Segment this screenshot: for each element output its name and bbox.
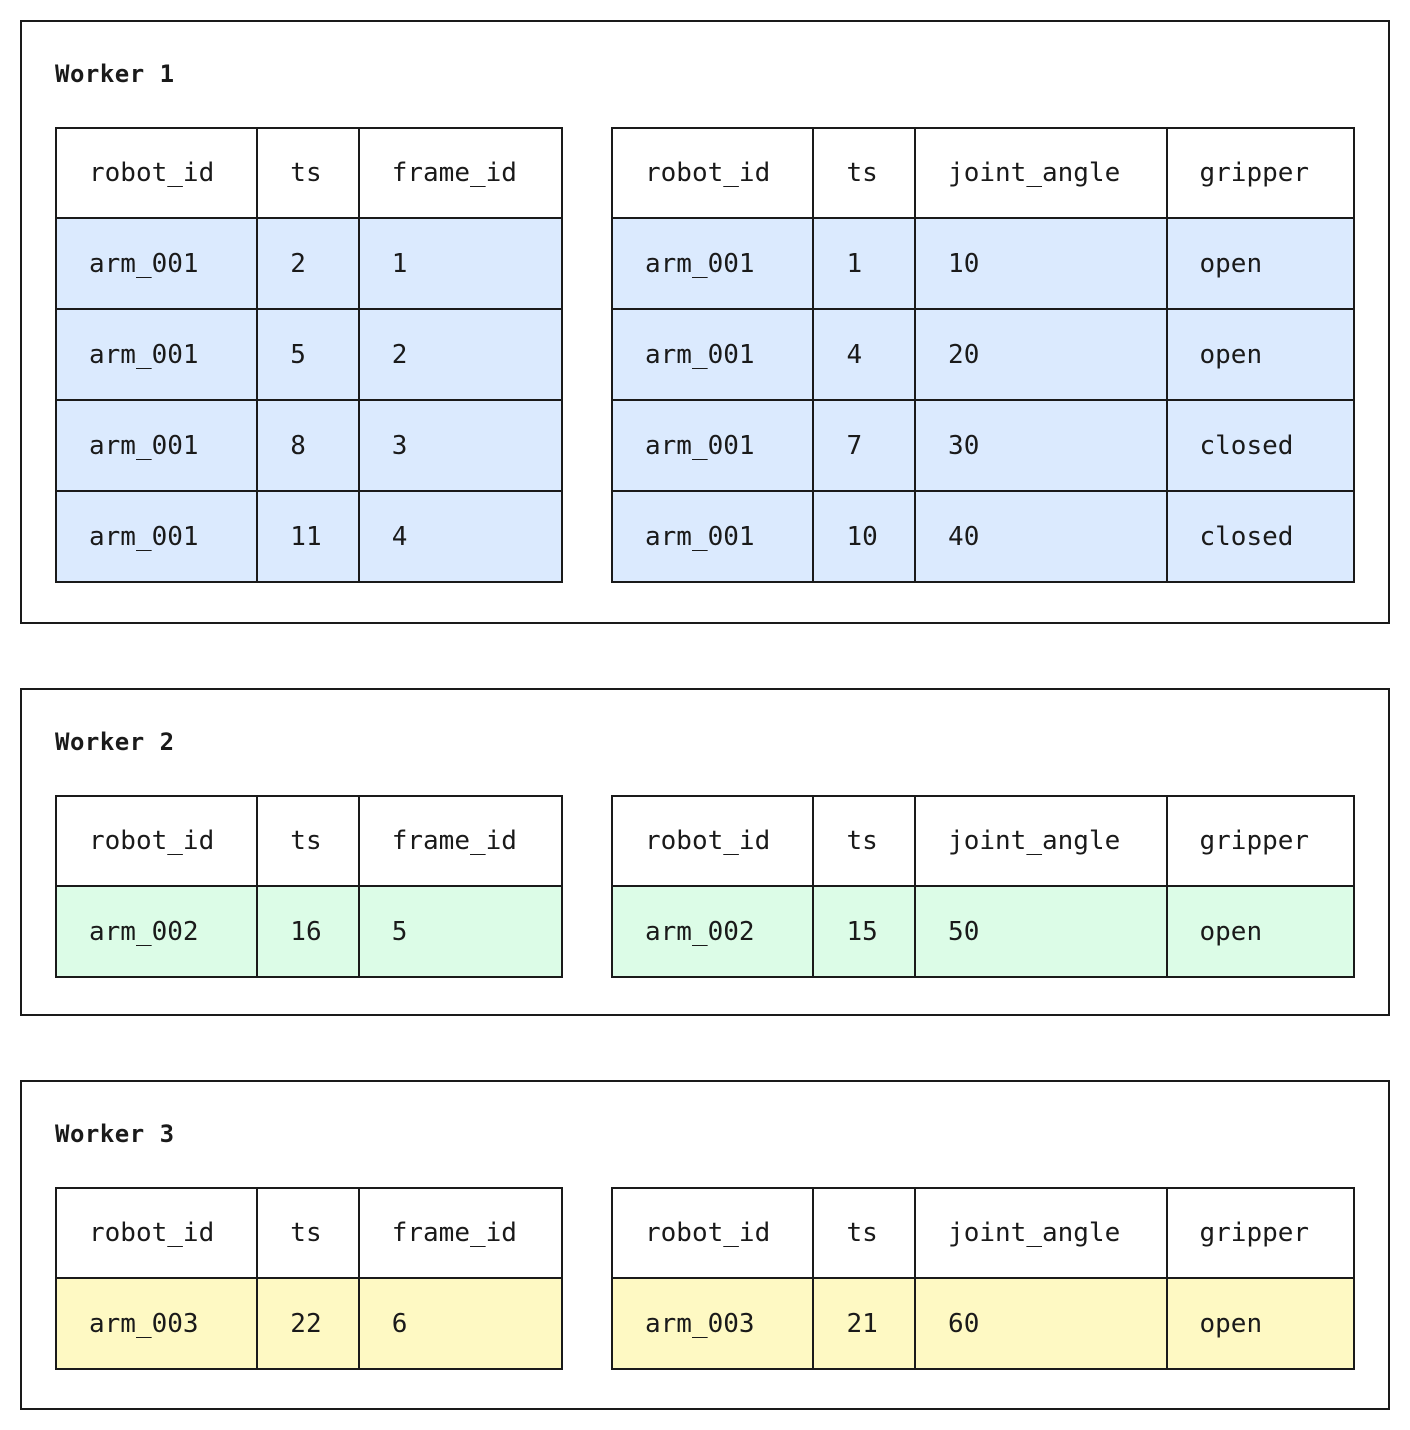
table-header-row <box>612 128 1354 218</box>
table-cell: arm_001 <box>56 491 257 582</box>
column-header: robot_id <box>612 1188 813 1278</box>
table-cell: 7 <box>813 400 915 491</box>
table-row <box>612 400 1354 491</box>
table-cell: 5 <box>257 309 358 400</box>
table-row <box>56 309 562 400</box>
worker-1-joints-table <box>611 127 1355 583</box>
column-header: ts <box>813 796 915 886</box>
table-cell: 1 <box>359 218 562 309</box>
column-header: joint_angle <box>915 796 1166 886</box>
table-cell: 15 <box>813 886 915 977</box>
column-header: robot_id <box>612 128 813 218</box>
worker-3-joints-table <box>611 1187 1355 1370</box>
table-cell: 11 <box>257 491 358 582</box>
column-header: frame_id <box>359 1188 562 1278</box>
table-cell: open <box>1167 309 1355 400</box>
table-cell: 8 <box>257 400 358 491</box>
column-header: gripper <box>1167 1188 1355 1278</box>
column-header: ts <box>257 1188 358 1278</box>
table-row <box>56 886 562 977</box>
worker-2-joints-table <box>611 795 1355 978</box>
table-cell: closed <box>1167 491 1355 582</box>
table-header-row <box>56 796 562 886</box>
table-cell: open <box>1167 886 1355 977</box>
table-cell: arm_001 <box>612 400 813 491</box>
column-header: frame_id <box>359 128 562 218</box>
table-cell: arm_002 <box>56 886 257 977</box>
column-header: robot_id <box>56 128 257 218</box>
worker-3-panel <box>20 1080 1390 1410</box>
worker-2-title: Worker 2 <box>55 728 175 756</box>
column-header: ts <box>813 1188 915 1278</box>
table-cell: open <box>1167 1278 1355 1369</box>
table-cell: arm_001 <box>56 218 257 309</box>
table-row <box>612 218 1354 309</box>
table-cell: arm_003 <box>612 1278 813 1369</box>
column-header: joint_angle <box>915 1188 1166 1278</box>
table-header-row <box>612 796 1354 886</box>
worker-1-frames-table <box>55 127 563 583</box>
column-header: ts <box>257 128 358 218</box>
table-cell: arm_001 <box>612 491 813 582</box>
table-row <box>56 218 562 309</box>
worker-2-panel <box>20 688 1390 1016</box>
table-header-row <box>56 128 562 218</box>
worker-1-panel <box>20 20 1390 624</box>
table-cell: 30 <box>915 400 1166 491</box>
table-row <box>56 400 562 491</box>
column-header: robot_id <box>56 1188 257 1278</box>
table-cell: arm_003 <box>56 1278 257 1369</box>
table-cell: 2 <box>257 218 358 309</box>
table-row <box>56 491 562 582</box>
table-cell: 21 <box>813 1278 915 1369</box>
table-cell: 2 <box>359 309 562 400</box>
table-cell: arm_002 <box>612 886 813 977</box>
table-cell: arm_001 <box>612 218 813 309</box>
worker-2-frames-table <box>55 795 563 978</box>
column-header: joint_angle <box>915 128 1166 218</box>
column-header: gripper <box>1167 128 1355 218</box>
column-header: ts <box>257 796 358 886</box>
table-cell: 16 <box>257 886 358 977</box>
worker-3-title: Worker 3 <box>55 1120 175 1148</box>
worker-1-title: Worker 1 <box>55 60 175 88</box>
table-cell: open <box>1167 218 1355 309</box>
table-cell: 1 <box>813 218 915 309</box>
column-header: robot_id <box>612 796 813 886</box>
table-header-row <box>612 1188 1354 1278</box>
table-row <box>56 1278 562 1369</box>
column-header: robot_id <box>56 796 257 886</box>
table-cell: 20 <box>915 309 1166 400</box>
column-header: ts <box>813 128 915 218</box>
column-header: frame_id <box>359 796 562 886</box>
table-cell: arm_001 <box>56 309 257 400</box>
table-row <box>612 886 1354 977</box>
table-header-row <box>56 1188 562 1278</box>
table-row <box>612 309 1354 400</box>
table-row <box>612 491 1354 582</box>
worker-3-frames-table <box>55 1187 563 1370</box>
table-cell: 4 <box>813 309 915 400</box>
table-cell: 6 <box>359 1278 562 1369</box>
table-cell: 40 <box>915 491 1166 582</box>
table-cell: 5 <box>359 886 562 977</box>
column-header: gripper <box>1167 796 1355 886</box>
table-cell: 50 <box>915 886 1166 977</box>
table-row <box>612 1278 1354 1369</box>
table-cell: 10 <box>915 218 1166 309</box>
table-cell: 10 <box>813 491 915 582</box>
table-cell: arm_001 <box>56 400 257 491</box>
table-cell: closed <box>1167 400 1355 491</box>
table-cell: 4 <box>359 491 562 582</box>
table-cell: 22 <box>257 1278 358 1369</box>
table-cell: arm_001 <box>612 309 813 400</box>
table-cell: 3 <box>359 400 562 491</box>
table-cell: 60 <box>915 1278 1166 1369</box>
